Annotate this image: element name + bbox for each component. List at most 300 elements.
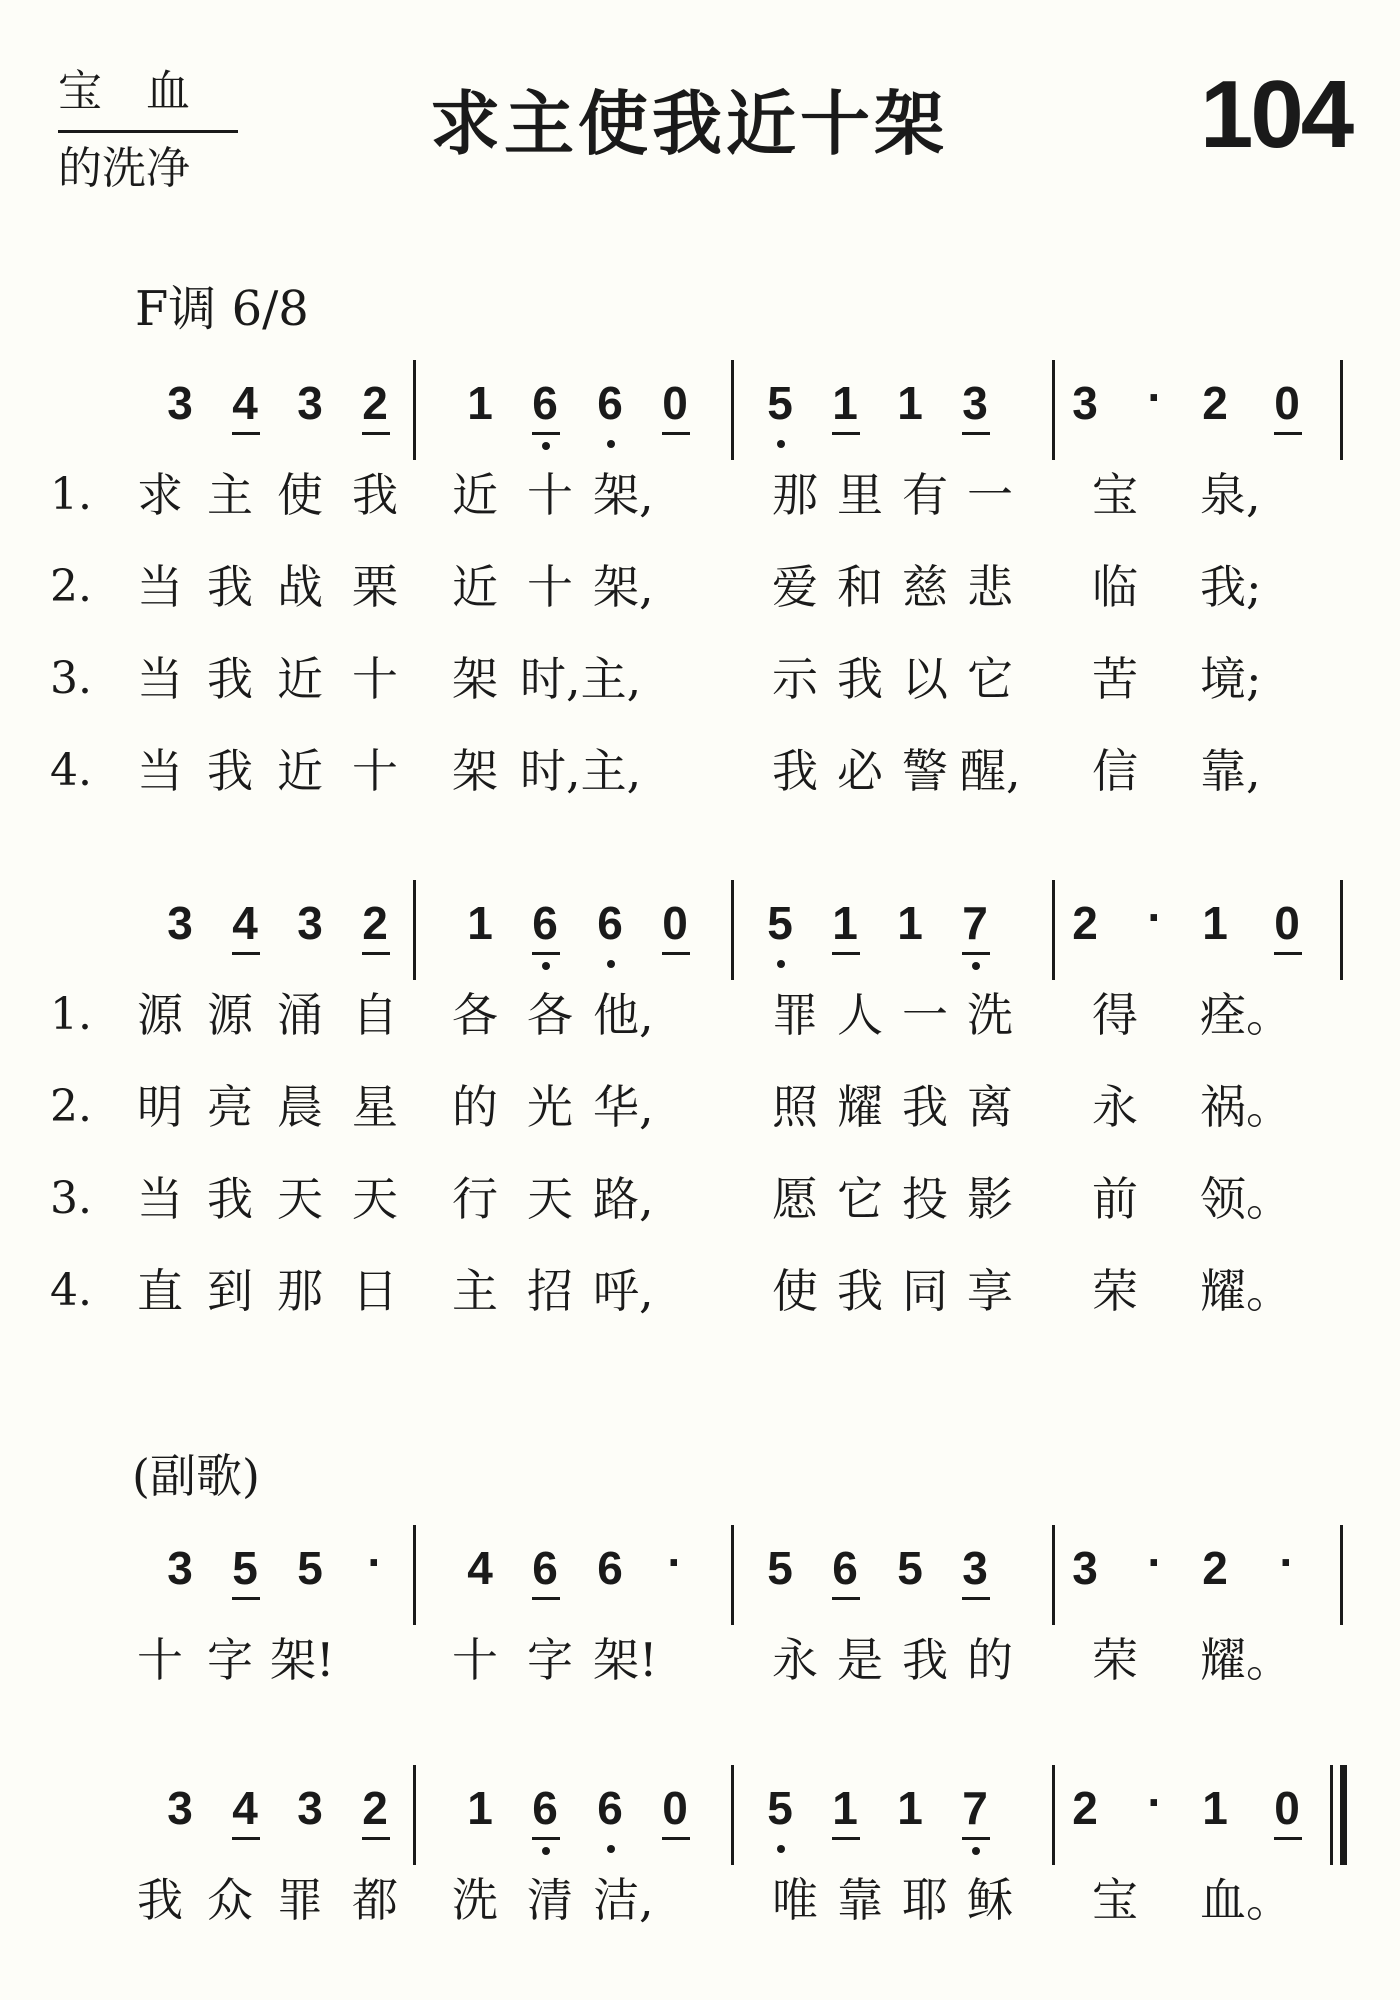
lyric-syllable: 各 xyxy=(527,988,573,1042)
note xyxy=(350,360,400,460)
lyric-syllable: 必 xyxy=(837,744,883,798)
lyric-syllable: 架, xyxy=(593,468,654,522)
lyric-syllable: 唯 xyxy=(772,1873,818,1927)
lower-octave-dot xyxy=(972,962,980,970)
note-digit: 5 xyxy=(767,1782,793,1834)
lyric-syllable: 星 xyxy=(352,1080,398,1134)
lyric-syllable: 耀 xyxy=(837,1080,883,1134)
note xyxy=(285,880,335,980)
note xyxy=(1060,1765,1110,1865)
note xyxy=(350,1525,400,1625)
lyric-syllable: 直 xyxy=(137,1264,183,1318)
lyric-syllable: 十 xyxy=(352,744,398,798)
bar-line xyxy=(731,1765,734,1865)
note-digit: 1 xyxy=(832,1782,858,1834)
note-digit: 1 xyxy=(1202,1782,1228,1834)
bar-line xyxy=(1340,1525,1343,1625)
note xyxy=(220,880,270,980)
note-digit: 5 xyxy=(232,1542,258,1594)
final-bar-line xyxy=(1340,1765,1347,1865)
note xyxy=(1060,1525,1110,1625)
note xyxy=(650,1765,700,1865)
lyric-syllable: 洗 xyxy=(967,988,1013,1042)
lyric-syllable: 我 xyxy=(837,1264,883,1318)
lower-octave-dot xyxy=(777,1845,785,1853)
lyric-syllable: 洁, xyxy=(593,1873,654,1927)
lyric-syllable: 的 xyxy=(452,1080,498,1134)
lyric-syllable: 路, xyxy=(593,1172,654,1226)
note xyxy=(950,360,1000,460)
lyric-syllable: 晨 xyxy=(277,1080,323,1134)
note xyxy=(1130,1525,1180,1625)
bar-line xyxy=(413,880,416,980)
notation-row xyxy=(0,1525,1400,1625)
note xyxy=(585,360,635,460)
lyric-syllable: 亮 xyxy=(207,1080,253,1134)
note xyxy=(755,1525,805,1625)
note-digit: 1 xyxy=(832,897,858,949)
lyric-syllable: 华, xyxy=(593,1080,654,1134)
note-digit: 5 xyxy=(897,1542,923,1594)
lyric-syllable: 时,主, xyxy=(520,652,642,706)
lyric-syllable: 我; xyxy=(1200,560,1262,614)
lyric-syllable: 呼, xyxy=(593,1264,654,1318)
verse-number: 3. xyxy=(50,653,92,704)
lyric-syllable: 祸。 xyxy=(1200,1080,1292,1134)
verse-number: 3. xyxy=(50,1173,92,1224)
note xyxy=(350,880,400,980)
lyric-syllable: 他, xyxy=(593,988,654,1042)
note-digit: · xyxy=(1147,891,1163,943)
lyric-syllable: 近 xyxy=(452,560,498,614)
lyric-syllable: 爱 xyxy=(772,560,818,614)
lyric-syllable: 涌 xyxy=(277,988,323,1042)
note-digit: 5 xyxy=(767,897,793,949)
eighth-underline xyxy=(662,952,690,955)
bar-line xyxy=(1052,360,1055,460)
lyric-syllable: 耶 xyxy=(902,1873,948,1927)
lyric-syllable: 信 xyxy=(1092,744,1138,798)
note xyxy=(950,1525,1000,1625)
eighth-underline xyxy=(832,1837,860,1840)
note-digit: 1 xyxy=(1202,897,1228,949)
notation-row xyxy=(0,1765,1400,1865)
lower-octave-dot xyxy=(542,1847,550,1855)
note xyxy=(155,880,205,980)
note xyxy=(520,1765,570,1865)
lyric-syllable: 主 xyxy=(207,468,253,522)
eighth-underline xyxy=(362,432,390,435)
lyric-syllable: 我 xyxy=(772,744,818,798)
lyric-syllable: 的 xyxy=(967,1633,1013,1687)
note xyxy=(455,1765,505,1865)
note xyxy=(520,360,570,460)
note xyxy=(950,880,1000,980)
eighth-underline xyxy=(832,952,860,955)
notation-row xyxy=(0,880,1400,980)
lyric-syllable: 那 xyxy=(772,468,818,522)
lyric-line xyxy=(0,644,1400,714)
note-digit: 1 xyxy=(832,377,858,429)
lyric-syllable: 领。 xyxy=(1200,1172,1292,1226)
note-digit: 0 xyxy=(662,1782,688,1834)
note xyxy=(285,1525,335,1625)
note xyxy=(755,1765,805,1865)
note xyxy=(1262,1765,1312,1865)
note xyxy=(520,880,570,980)
note-digit: 7 xyxy=(962,1782,988,1834)
lyric-syllable: 战 xyxy=(277,560,323,614)
lyric-syllable: 得 xyxy=(1092,988,1138,1042)
lyric-syllable: 自 xyxy=(352,988,398,1042)
lyric-line xyxy=(0,1625,1400,1695)
eighth-underline xyxy=(532,1597,560,1600)
note-digit: 3 xyxy=(297,1782,323,1834)
lyric-syllable: 慈 xyxy=(902,560,948,614)
lyric-syllable: 泉, xyxy=(1200,468,1261,522)
lyric-line xyxy=(0,552,1400,622)
note-digit: 1 xyxy=(467,1782,493,1834)
note xyxy=(885,1525,935,1625)
lyric-syllable: 清 xyxy=(527,1873,573,1927)
note xyxy=(155,1765,205,1865)
lyric-syllable: 愿 xyxy=(772,1172,818,1226)
notation-row xyxy=(0,360,1400,460)
lyric-line xyxy=(0,460,1400,530)
lyric-syllable: 苦 xyxy=(1092,652,1138,706)
note-digit: 6 xyxy=(832,1542,858,1594)
verse-number: 1. xyxy=(50,989,92,1040)
verse-number: 4. xyxy=(50,745,92,796)
lyric-syllable: 十 xyxy=(527,468,573,522)
lyric-syllable: 投 xyxy=(902,1172,948,1226)
note-digit: 4 xyxy=(232,1782,258,1834)
note xyxy=(885,1765,935,1865)
eighth-underline xyxy=(662,1837,690,1840)
note-digit: 1 xyxy=(897,377,923,429)
lyric-syllable: 架 xyxy=(452,744,498,798)
category-bottom: 的洗净 xyxy=(58,143,190,194)
note-digit: 4 xyxy=(232,897,258,949)
eighth-underline xyxy=(962,432,990,435)
lyric-syllable: 各 xyxy=(452,988,498,1042)
lyric-syllable: 十 xyxy=(452,1633,498,1687)
lyric-syllable: 我 xyxy=(902,1633,948,1687)
note xyxy=(285,360,335,460)
hymn-title: 求主使我近十架 xyxy=(430,83,948,165)
eighth-underline xyxy=(532,1837,560,1840)
lyric-syllable: 近 xyxy=(277,652,323,706)
eighth-underline xyxy=(362,1837,390,1840)
lyric-syllable: 光 xyxy=(527,1080,573,1134)
note-digit: 6 xyxy=(597,897,623,949)
lyric-syllable: 一 xyxy=(902,988,948,1042)
lyric-syllable: 它 xyxy=(837,1172,883,1226)
note-digit: 2 xyxy=(1072,897,1098,949)
note-digit: 6 xyxy=(532,1782,558,1834)
eighth-underline xyxy=(232,952,260,955)
note-digit: 3 xyxy=(1072,1542,1098,1594)
lyric-syllable: 永 xyxy=(772,1633,818,1687)
note-digit: 5 xyxy=(297,1542,323,1594)
note-digit: 1 xyxy=(467,377,493,429)
refrain-label: (副歌) xyxy=(132,1449,260,1503)
lyric-syllable: 使 xyxy=(772,1264,818,1318)
note xyxy=(220,1765,270,1865)
lyric-syllable: 靠 xyxy=(837,1873,883,1927)
lyric-syllable: 我 xyxy=(207,560,253,614)
note-digit: 0 xyxy=(662,377,688,429)
note-digit: 3 xyxy=(1072,377,1098,429)
lyric-syllable: 警 xyxy=(902,744,948,798)
lyric-syllable: 当 xyxy=(137,744,183,798)
lyric-syllable: 同 xyxy=(902,1264,948,1318)
note-digit: · xyxy=(1147,371,1163,423)
note-digit: 5 xyxy=(767,1542,793,1594)
note xyxy=(820,1765,870,1865)
note-digit: · xyxy=(1147,1536,1163,1588)
note-digit: 1 xyxy=(467,897,493,949)
note xyxy=(220,360,270,460)
lyric-syllable: 栗 xyxy=(352,560,398,614)
note xyxy=(820,360,870,460)
lyric-line xyxy=(0,1865,1400,1935)
note-digit: · xyxy=(1147,1776,1163,1828)
lyric-syllable: 罪 xyxy=(772,988,818,1042)
note xyxy=(455,1525,505,1625)
note-digit: 6 xyxy=(532,377,558,429)
note xyxy=(585,880,635,980)
note xyxy=(1262,360,1312,460)
note-digit: 2 xyxy=(1202,1542,1228,1594)
lyric-syllable: 痊。 xyxy=(1200,988,1292,1042)
verse-number: 2. xyxy=(50,1081,92,1132)
note-digit: · xyxy=(1279,1536,1295,1588)
lyric-syllable: 罪 xyxy=(277,1873,323,1927)
note-digit: · xyxy=(667,1536,683,1588)
note xyxy=(1190,1525,1240,1625)
eighth-underline xyxy=(362,952,390,955)
lyric-syllable: 天 xyxy=(527,1172,573,1226)
lyric-syllable: 血。 xyxy=(1200,1873,1292,1927)
lyric-syllable: 架! xyxy=(593,1633,658,1687)
bar-line xyxy=(1340,880,1343,980)
lyric-syllable: 主 xyxy=(452,1264,498,1318)
bar-line xyxy=(1052,1765,1055,1865)
lyric-syllable: 宝 xyxy=(1092,468,1138,522)
eighth-underline xyxy=(232,432,260,435)
lyric-syllable: 字 xyxy=(207,1633,253,1687)
note-digit: 2 xyxy=(362,1782,388,1834)
eighth-underline xyxy=(962,952,990,955)
lyric-syllable: 悲 xyxy=(967,560,1013,614)
lyric-syllable: 一 xyxy=(967,468,1013,522)
lyric-syllable: 有 xyxy=(902,468,948,522)
lyric-syllable: 我 xyxy=(902,1080,948,1134)
eighth-underline xyxy=(232,1597,260,1600)
note-digit: 4 xyxy=(467,1542,493,1594)
eighth-underline xyxy=(662,432,690,435)
note-digit: 3 xyxy=(167,1782,193,1834)
bar-line xyxy=(1330,1765,1333,1865)
hymn-number: 104 xyxy=(1200,61,1352,168)
lyric-syllable: 众 xyxy=(207,1873,253,1927)
lyric-line xyxy=(0,1164,1400,1234)
bar-line xyxy=(1052,1525,1055,1625)
verse-number: 2. xyxy=(50,561,92,612)
note xyxy=(520,1525,570,1625)
note-digit: 3 xyxy=(962,377,988,429)
bar-line xyxy=(413,1765,416,1865)
note-digit: 3 xyxy=(962,1542,988,1594)
lyric-syllable: 天 xyxy=(352,1172,398,1226)
note xyxy=(285,1765,335,1865)
lyric-syllable: 示 xyxy=(772,652,818,706)
lower-octave-dot xyxy=(542,962,550,970)
lyric-syllable: 境; xyxy=(1200,652,1262,706)
note-digit: 2 xyxy=(362,377,388,429)
bar-line xyxy=(413,360,416,460)
lower-octave-dot xyxy=(777,960,785,968)
note-digit: 1 xyxy=(897,1782,923,1834)
lyric-syllable: 宝 xyxy=(1092,1873,1138,1927)
lyric-syllable: 求 xyxy=(137,468,183,522)
note xyxy=(455,880,505,980)
lyric-syllable: 日 xyxy=(352,1264,398,1318)
note xyxy=(350,1765,400,1865)
note xyxy=(1262,880,1312,980)
note-digit: 7 xyxy=(962,897,988,949)
key-signature: F调 6/8 xyxy=(135,281,309,337)
lyric-line xyxy=(0,1072,1400,1142)
lyric-line xyxy=(0,1256,1400,1326)
note xyxy=(650,880,700,980)
verse-number: 1. xyxy=(50,469,92,520)
note xyxy=(755,360,805,460)
lyric-syllable: 耀。 xyxy=(1200,1633,1292,1687)
bar-line xyxy=(1052,880,1055,980)
note-digit: 3 xyxy=(167,897,193,949)
lower-octave-dot xyxy=(777,440,785,448)
note xyxy=(885,880,935,980)
note xyxy=(950,1765,1000,1865)
lyric-syllable: 字 xyxy=(527,1633,573,1687)
note-digit: 3 xyxy=(167,1542,193,1594)
note-digit: 2 xyxy=(1202,377,1228,429)
lyric-syllable: 招 xyxy=(527,1264,573,1318)
note xyxy=(455,360,505,460)
eighth-underline xyxy=(832,432,860,435)
note-digit: 6 xyxy=(597,1782,623,1834)
category-label xyxy=(58,62,248,199)
note-digit: 3 xyxy=(167,377,193,429)
note-digit: 2 xyxy=(362,897,388,949)
bar-line xyxy=(1340,360,1343,460)
lyric-syllable: 十 xyxy=(352,652,398,706)
lyric-syllable: 以 xyxy=(902,652,948,706)
note xyxy=(650,360,700,460)
lyric-syllable: 天 xyxy=(277,1172,323,1226)
note-digit: 3 xyxy=(297,897,323,949)
lyric-line xyxy=(0,736,1400,806)
note-digit: 6 xyxy=(597,377,623,429)
lyric-syllable: 稣 xyxy=(967,1873,1013,1927)
lyric-syllable: 架 xyxy=(452,652,498,706)
note-digit: 5 xyxy=(767,377,793,429)
lower-octave-dot xyxy=(972,1847,980,1855)
note xyxy=(1130,360,1180,460)
note xyxy=(885,360,935,460)
eighth-underline xyxy=(532,952,560,955)
note xyxy=(820,1525,870,1625)
note xyxy=(585,1765,635,1865)
note xyxy=(585,1525,635,1625)
note-digit: 6 xyxy=(532,897,558,949)
lyric-syllable: 我 xyxy=(207,744,253,798)
note-digit: 0 xyxy=(662,897,688,949)
note xyxy=(1060,880,1110,980)
lyric-syllable: 使 xyxy=(277,468,323,522)
lyric-syllable: 架, xyxy=(593,560,654,614)
eighth-underline xyxy=(532,432,560,435)
lyric-syllable: 照 xyxy=(772,1080,818,1134)
note-digit: 2 xyxy=(1072,1782,1098,1834)
note xyxy=(1190,1765,1240,1865)
lyric-syllable: 和 xyxy=(837,560,883,614)
lower-octave-dot xyxy=(607,1845,615,1853)
lyric-syllable: 近 xyxy=(452,468,498,522)
note-digit: 3 xyxy=(297,377,323,429)
lyric-syllable: 时,主, xyxy=(520,744,642,798)
note xyxy=(1130,1765,1180,1865)
note xyxy=(1190,360,1240,460)
note-digit: 1 xyxy=(897,897,923,949)
lyric-syllable: 前 xyxy=(1092,1172,1138,1226)
lyric-syllable: 行 xyxy=(452,1172,498,1226)
note-digit: 6 xyxy=(597,1542,623,1594)
lyric-syllable: 醒, xyxy=(960,744,1021,798)
lyric-syllable: 当 xyxy=(137,560,183,614)
lyric-syllable: 我 xyxy=(352,468,398,522)
lower-octave-dot xyxy=(607,440,615,448)
note xyxy=(220,1525,270,1625)
lyric-syllable: 耀。 xyxy=(1200,1264,1292,1318)
category-divider xyxy=(58,130,238,133)
lyric-syllable: 临 xyxy=(1092,560,1138,614)
lyric-syllable: 当 xyxy=(137,652,183,706)
category-top: 宝血 xyxy=(58,66,234,117)
lyric-syllable: 人 xyxy=(837,988,883,1042)
note xyxy=(1060,360,1110,460)
eighth-underline xyxy=(832,1597,860,1600)
lyric-line xyxy=(0,980,1400,1050)
eighth-underline xyxy=(962,1837,990,1840)
lyric-syllable: 我 xyxy=(207,652,253,706)
lyric-syllable: 永 xyxy=(1092,1080,1138,1134)
eighth-underline xyxy=(232,1837,260,1840)
lyric-syllable: 我 xyxy=(207,1172,253,1226)
note-digit: · xyxy=(367,1536,383,1588)
note xyxy=(1262,1525,1312,1625)
note-digit: 4 xyxy=(232,377,258,429)
lyric-syllable: 我 xyxy=(137,1873,183,1927)
note xyxy=(1130,880,1180,980)
lyric-syllable: 里 xyxy=(837,468,883,522)
lyric-syllable: 近 xyxy=(277,744,323,798)
bar-line xyxy=(731,1525,734,1625)
note xyxy=(755,880,805,980)
eighth-underline xyxy=(1274,952,1302,955)
